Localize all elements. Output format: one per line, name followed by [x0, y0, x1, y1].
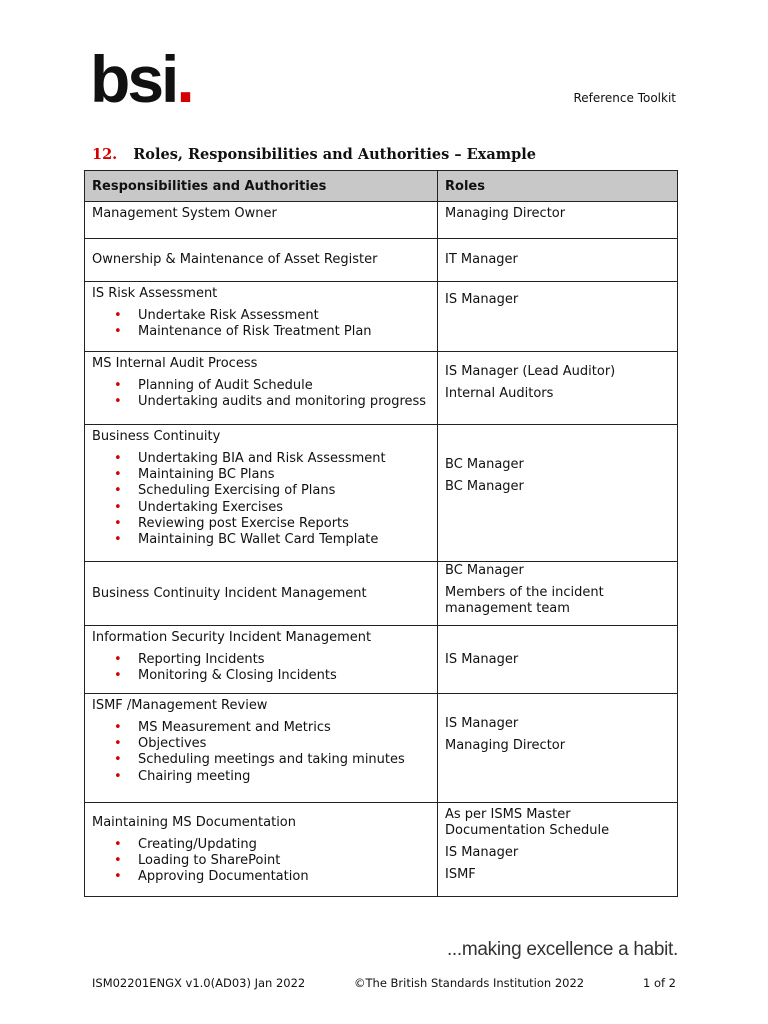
table-row: [85, 626, 678, 694]
list-item: • Approving Documentation: [92, 869, 430, 885]
responsibility-cell: [85, 425, 438, 562]
responsibility-cell: [85, 282, 438, 352]
column-header: Roles: [438, 171, 678, 202]
responsibility-title: Business Continuity Incident Management: [92, 585, 367, 601]
roles-table: [84, 170, 678, 897]
table-row: [85, 239, 678, 282]
role: Members of the incident management team: [445, 585, 604, 616]
list-item: • Scheduling Exercising of Plans: [92, 483, 430, 499]
section-number: 12.: [92, 146, 118, 163]
roles-cell: [438, 282, 678, 352]
role: BC Manager: [445, 479, 524, 494]
column-header: Responsibilities and Authorities: [85, 171, 438, 202]
list-item: • MS Measurement and Metrics: [92, 720, 430, 736]
responsibility-title: Information Security Incident Management: [92, 630, 372, 645]
table-row: [85, 803, 678, 897]
responsibility-title: Ownership & Maintenance of Asset Register: [92, 252, 378, 267]
list-item: • Scheduling meetings and taking minutes: [92, 752, 430, 768]
role: BC Manager: [445, 563, 524, 578]
section-heading: [92, 146, 536, 163]
list-item: • Loading to SharePoint: [92, 853, 430, 869]
list-item: • Planning of Audit Schedule: [92, 378, 430, 394]
role: Managing Director: [445, 738, 566, 753]
bullet-list: [92, 837, 430, 886]
table-row: [85, 282, 678, 352]
list-item: • Maintenance of Risk Treatment Plan: [92, 324, 430, 340]
list-item: • Undertake Risk Assessment: [92, 308, 430, 324]
responsibility-title: MS Internal Audit Process: [92, 356, 258, 371]
responsibility-cell: [85, 562, 438, 626]
role: As per ISMS Master Documentation Schedule: [445, 807, 610, 838]
table-row: [85, 352, 678, 425]
responsibility-title: Management System Owner: [92, 206, 277, 221]
bullet-list: [92, 308, 430, 340]
responsibility-title: ISMF /Management Review: [92, 698, 268, 713]
list-item: • Monitoring & Closing Incidents: [92, 668, 430, 684]
roles-cell: [438, 694, 678, 803]
role: IS Manager (Lead Auditor): [445, 364, 616, 379]
footer-copyright: ©The British Standards Institution 2022: [354, 976, 585, 990]
roles-cell: [438, 352, 678, 425]
list-item: • Reviewing post Exercise Reports: [92, 516, 430, 532]
role: IS Manager: [445, 292, 519, 307]
role: BC Manager: [445, 457, 524, 472]
roles-cell: [438, 626, 678, 694]
responsibility-title: Business Continuity: [92, 429, 221, 444]
table-row: [85, 425, 678, 562]
footer-doc-id: ISM02201ENGX v1.0(AD03) Jan 2022: [92, 976, 306, 990]
roles-cell: [438, 803, 678, 897]
list-item: • Creating/Updating: [92, 837, 430, 853]
list-item: • Undertaking BIA and Risk Assessment: [92, 451, 430, 467]
list-item: • Undertaking Exercises: [92, 500, 430, 516]
responsibility-title: IS Risk Assessment: [92, 286, 218, 301]
bsi-logo: bsi.: [90, 42, 192, 116]
reference-label: Reference Toolkit: [573, 91, 676, 105]
list-item: • Objectives: [92, 736, 430, 752]
responsibility-cell: [85, 352, 438, 425]
roles-cell: [438, 425, 678, 562]
bullet-list: [92, 720, 430, 785]
responsibility-cell: [85, 803, 438, 897]
responsibility-cell: [85, 239, 438, 282]
role: IS Manager: [445, 716, 519, 731]
role: Managing Director: [445, 206, 566, 221]
list-item: • Maintaining BC Plans: [92, 467, 430, 483]
role: IT Manager: [445, 252, 518, 267]
bullet-list: [92, 378, 430, 410]
list-item: • Reporting Incidents: [92, 652, 430, 668]
roles-cell: [438, 202, 678, 239]
table-row: [85, 202, 678, 239]
list-item: • Chairing meeting: [92, 769, 430, 785]
tagline: ...making excellence a habit.: [446, 939, 678, 960]
role: Internal Auditors: [445, 386, 554, 401]
section-title: Roles, Responsibilities and Authorities – Example: [133, 146, 536, 163]
bullet-list: [92, 652, 430, 684]
responsibility-cell: [85, 202, 438, 239]
roles-cell: [438, 239, 678, 282]
role: IS Manager: [445, 845, 519, 860]
bullet-list: [92, 451, 430, 548]
responsibility-cell: [85, 694, 438, 803]
table-header-row: [85, 171, 678, 202]
responsibility-title: Maintaining MS Documentation: [92, 815, 297, 830]
table-row: [85, 694, 678, 803]
list-item: • Undertaking audits and monitoring progress: [92, 394, 430, 410]
role: ISMF: [445, 867, 476, 882]
table-row: [85, 562, 678, 626]
roles-cell: [438, 562, 678, 626]
role: IS Manager: [445, 651, 519, 667]
responsibility-cell: [85, 626, 438, 694]
footer-page-number: 1 of 2: [642, 976, 676, 990]
list-item: • Maintaining BC Wallet Card Template: [92, 532, 430, 548]
